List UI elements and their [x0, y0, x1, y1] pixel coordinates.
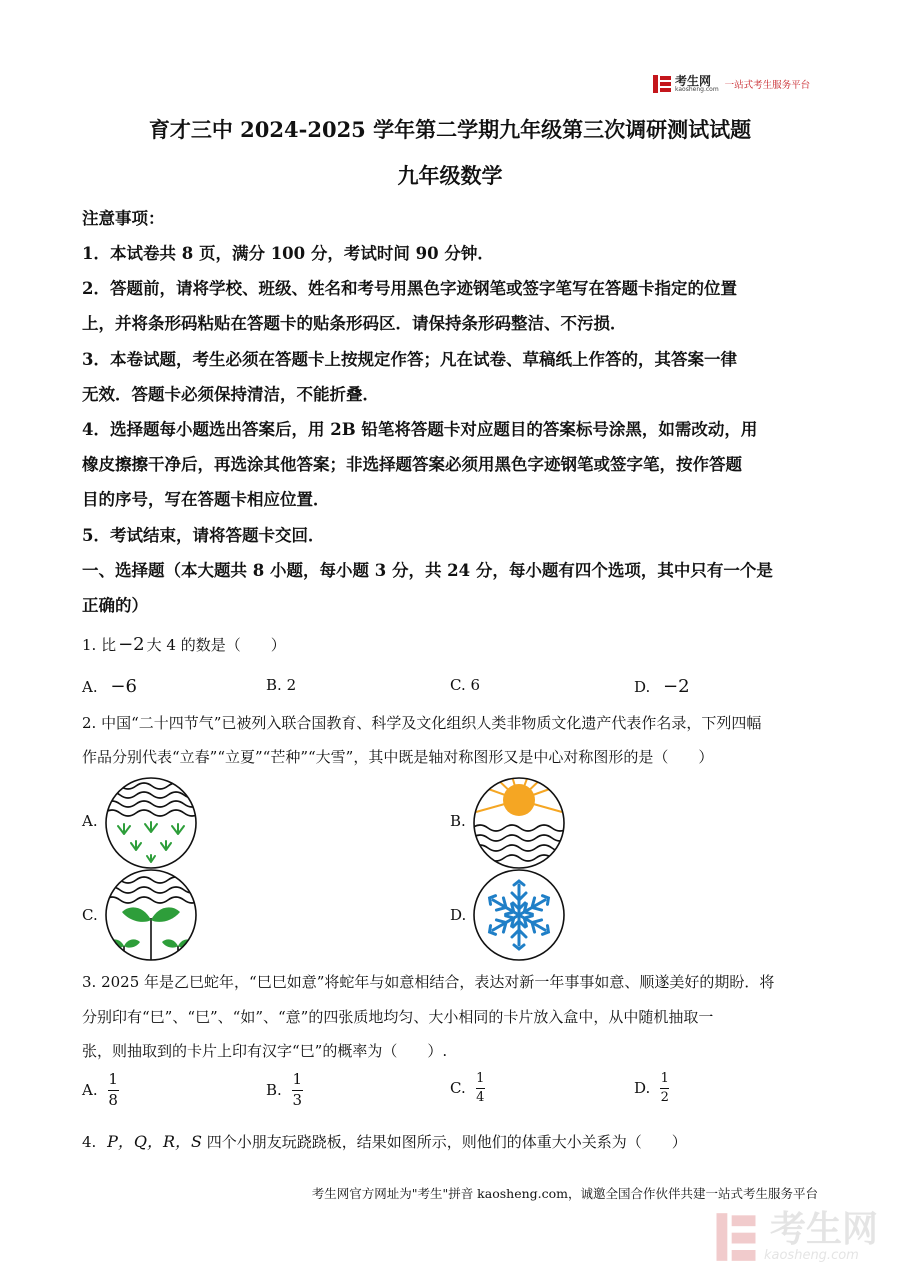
- watermark-logo-icon: [714, 1211, 758, 1263]
- note-line: 无效．答题卡必须保持清洁，不能折叠．: [82, 385, 379, 404]
- note-line: 5．考试结束，请将答题卡交回．: [82, 526, 325, 545]
- q1-option-a[interactable]: A. −6: [82, 676, 137, 697]
- q2-option-c-label[interactable]: C.: [82, 906, 98, 924]
- site-logo[interactable]: [652, 74, 810, 94]
- note-line: 上，并将条形码粘贴在答题卡的贴条形码区．请保持条形码整洁、不污损．: [82, 314, 627, 333]
- spring-grass-icon[interactable]: [104, 776, 198, 874]
- question-1: [82, 634, 286, 655]
- notes-heading: 注意事项：: [82, 209, 165, 228]
- logo-slogan: 一站式考生服务平台: [724, 80, 811, 91]
- q3-option-d[interactable]: D. $\frac{1}{2}$: [634, 1071, 669, 1105]
- kaosheng-logo-icon: [652, 74, 672, 94]
- fraction: $\frac{1}{3}$: [292, 1070, 303, 1109]
- q3-option-c[interactable]: C. $\frac{1}{4}$: [450, 1071, 485, 1105]
- question-2-line1: 2. 中国“二十四节气”已被列入联合国教育、科学及文化组织人类非物质文化遗产代表作名录，下列四幅: [82, 714, 762, 732]
- question-2-line2: 作品分别代表“立春”“立夏”“芒种”“大雪”，其中既是轴对称图形又是中心对称图形的是（ ）: [82, 748, 714, 766]
- question-4: 4. P，Q，R，S 四个小朋友玩跷跷板，结果如图所示，则他们的体重大小关系为（ ）: [82, 1132, 687, 1151]
- q4-vars: P，Q，R，S: [107, 1132, 202, 1151]
- logo-brand: 考生网: [675, 74, 712, 88]
- page-subtitle: 九年级数学: [397, 163, 503, 188]
- q2-option-b-label[interactable]: B.: [450, 812, 466, 830]
- snowflake-icon[interactable]: [472, 868, 566, 966]
- q1-number: −2: [118, 634, 145, 655]
- footer-text: 考生网官方网址为"考生"拼音 kaosheng.com，诚邀全国合作伙伴共建一站式考生服务平台: [311, 1186, 818, 1201]
- note-line: 目的序号，写在答题卡相应位置．: [82, 490, 330, 509]
- note-line: 橡皮擦擦干净后，再选涂其他答案；非选择题答案必须用黑色字迹钢笔或签字笔，按作答题: [82, 455, 742, 474]
- watermark: [714, 1208, 878, 1263]
- note-line: 3．本卷试题，考生必须在答题卡上按规定作答；凡在试卷、草稿纸上作答的，其答案一律: [82, 350, 737, 369]
- q2-option-d-label[interactable]: D.: [450, 906, 467, 924]
- q1-prefix: 1. 比: [82, 636, 117, 654]
- q1-option-c[interactable]: C. 6: [450, 676, 481, 694]
- note-line: 4．选择题每小题选出答案后，用 2B 铅笔将答题卡对应题目的答案标号涂黑，如需改动，用: [82, 420, 758, 439]
- section-heading: 一、选择题（本大题共 8 小题，每小题 3 分，共 24 分，每小题有四个选项，其中只有一个是: [82, 561, 773, 580]
- watermark-text: 考生网: [769, 1208, 878, 1250]
- watermark-domain: kaosheng.com: [763, 1247, 859, 1263]
- q1-suffix: 大 4 的数是（ ）: [146, 636, 286, 654]
- note-line: 1．本试卷共 8 页，满分 100 分，考试时间 90 分钟．: [82, 244, 494, 263]
- page-title: 育才三中 2024-2025 学年第二学期九年级第三次调研测试试题: [148, 117, 752, 142]
- question-3-line3: 张，则抽取到的卡片上印有汉字“巳”的概率为（ ）.: [82, 1042, 448, 1060]
- sprout-icon[interactable]: [104, 868, 198, 966]
- q1-option-d[interactable]: D. −2: [634, 676, 690, 697]
- section-heading-cont: 正确的）: [82, 596, 148, 615]
- summer-sun-icon[interactable]: [472, 776, 566, 874]
- question-3-line1: 3. 2025 年是乙巳蛇年，“巳巳如意”将蛇年与如意相结合，表达对新一年事事如意、顺遂美好的期盼．将: [82, 973, 775, 991]
- fraction: $\frac{1}{2}$: [660, 1071, 669, 1105]
- q3-option-b[interactable]: B. $\frac{1}{3}$: [266, 1070, 303, 1109]
- logo-domain: kaosheng.com: [675, 86, 719, 93]
- question-3-line2: 分别印有“巳”、“巳”、“如”、“意”的四张质地均匀、大小相同的卡片放入盒中，从中随机抽取一: [82, 1008, 714, 1026]
- q3-option-a[interactable]: A. $\frac{1}{8}$: [82, 1070, 118, 1109]
- q2-option-a-label[interactable]: A.: [82, 812, 98, 830]
- q1-option-b[interactable]: B. 2: [266, 676, 297, 694]
- fraction: $\frac{1}{8}$: [108, 1070, 118, 1109]
- fraction: $\frac{1}{4}$: [476, 1071, 485, 1105]
- note-line: 2．答题前，请将学校、班级、姓名和考号用黑色字迹钢笔或签字笔写在答题卡指定的位置: [82, 279, 737, 298]
